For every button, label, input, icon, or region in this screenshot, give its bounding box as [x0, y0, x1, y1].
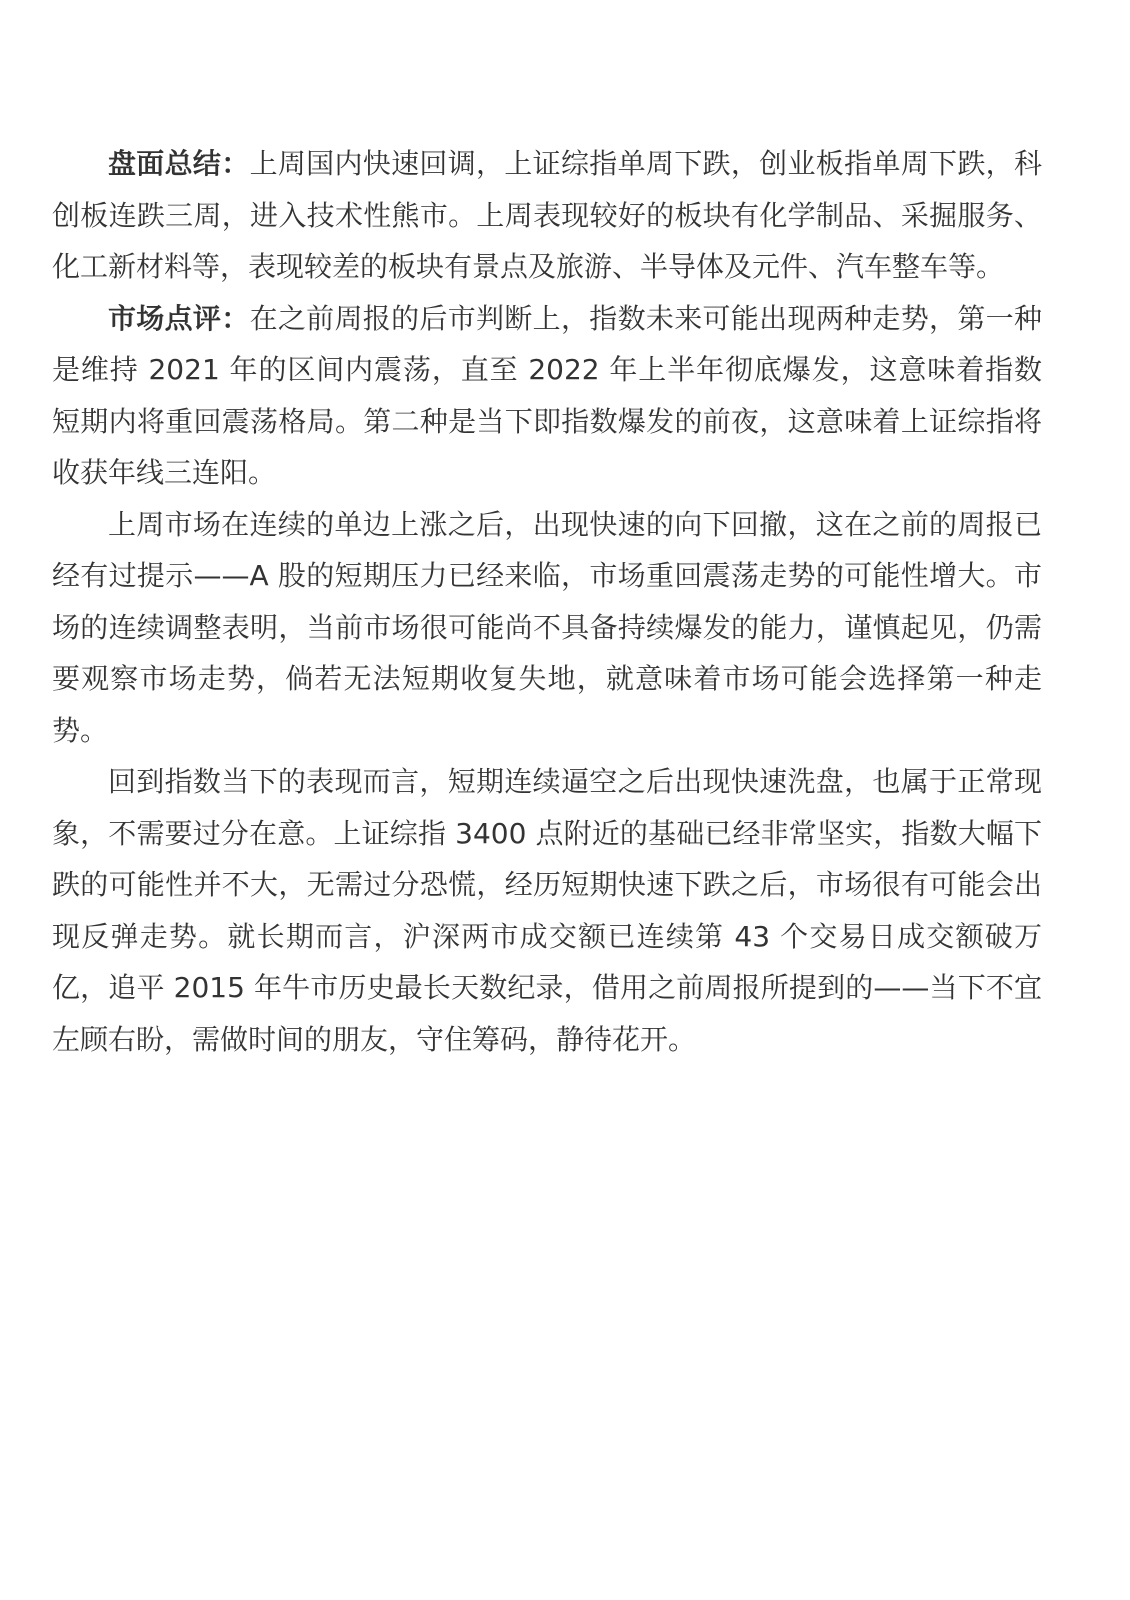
paragraph-market-summary [52, 138, 1042, 293]
market-commentary-text: 在之前周报的后市判断上，指数未来可能出现两种走势，第一种是维持 2021 年的区间内震荡，直至 2022 年上半年彻底爆发，这意味着指数短期内将重回震荡格局。第二种是当下即指数爆发的前夜，这意味着上证综指将收获年线三连阳。 [52, 301, 1042, 489]
paragraph-weekly-pullback [52, 499, 1042, 757]
paragraph-index-outlook [52, 756, 1042, 1065]
index-outlook-text: 回到指数当下的表现而言，短期连续逼空之后出现快速洗盘，也属于正常现象，不需要过分在意。上证综指 3400 点附近的基础已经非常坚实，指数大幅下跌的可能性并不大，无需过分恐慌，经历短期快速下跌之后，市场很有可能会出现反弹走势。就长期而言，沪深两市成交额已连续第 43 个交易日成交额破万亿，追平 2015 年牛市历史最长天数纪录，借用之前周报所提到的——当下不宜左顾右盼，需做时间的朋友，守住筹码，静待花开。 [52, 765, 1042, 1056]
paragraph-market-commentary [52, 293, 1042, 499]
document-body [52, 138, 1042, 1065]
weekly-pullback-text: 上周市场在连续的单边上涨之后，出现快速的向下回撤，这在之前的周报已经有过提示——A 股的短期压力已经来临，市场重回震荡走势的可能性增大。市场的连续调整表明，当前市场很可能尚不具备持续爆发的能力，谨慎起见，仍需要观察市场走势，倘若无法短期收复失地，就意味着市场可能会选择第一种走势。 [52, 507, 1042, 747]
market-summary-text: 上周国内快速回调，上证综指单周下跌，创业板指单周下跌，科创板连跌三周，进入技术性熊市。上周表现较好的板块有化学制品、采掘服务、化工新材料等，表现较差的板块有景点及旅游、半导体及元件、汽车整车等。 [52, 147, 1042, 283]
market-summary-heading: 盘面总结： [108, 147, 250, 180]
market-commentary-heading: 市场点评： [108, 301, 250, 335]
